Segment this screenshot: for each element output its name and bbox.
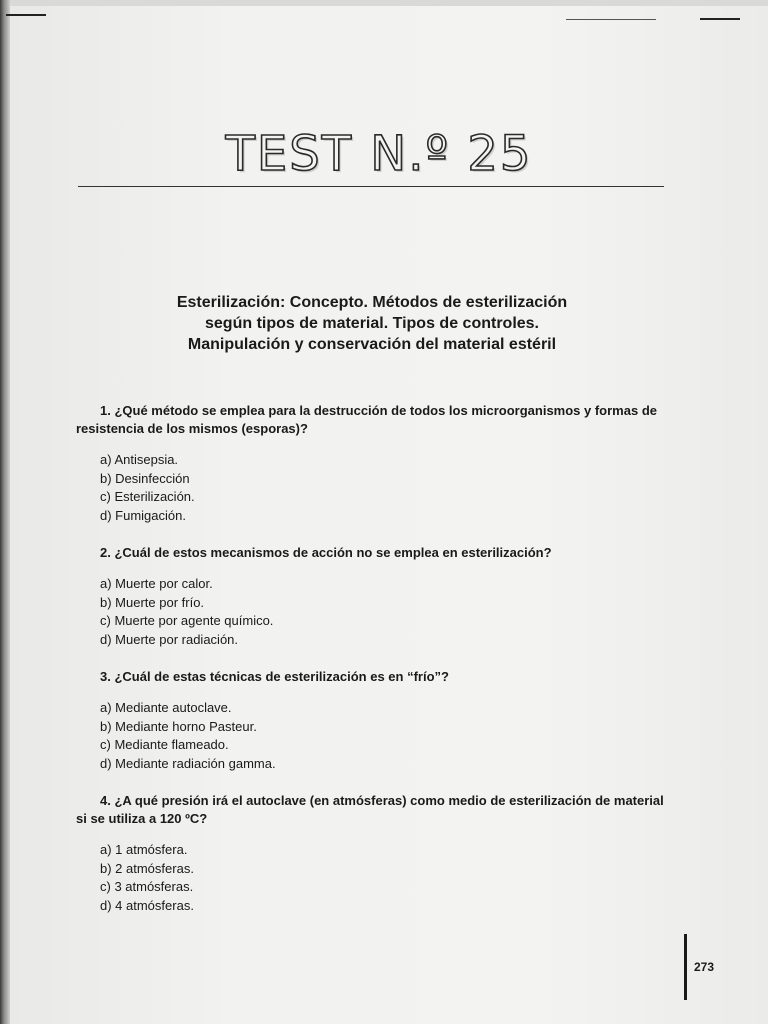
question-text: 3. ¿Cuál de estas técnicas de esterilización es en “frío”? xyxy=(100,669,449,684)
question-text: 1. ¿Qué método se emplea para la destrucción de todos los microorganismos y formas de resistencia de los mismos (esporas)? xyxy=(76,403,657,436)
answer-option-c: c) Esterilización. xyxy=(100,489,195,504)
crop-mark-right xyxy=(700,18,740,20)
test-title: TEST N.º 25 xyxy=(225,126,533,182)
answer-option-a: a) Mediante autoclave. xyxy=(100,700,232,715)
answer-option-b: b) 2 atmósferas. xyxy=(100,860,194,876)
subtitle-line: Esterilización: Concepto. Métodos de esterilización xyxy=(176,294,568,311)
question-4 xyxy=(76,792,668,915)
answer-option-b: b) Desinfección xyxy=(100,470,190,486)
answer-option-d: d) Muerte por radiación. xyxy=(100,631,239,647)
answer-option-c: c) 3 atmósferas. xyxy=(100,879,194,894)
answer-option-d: d) Mediante radiación gamma. xyxy=(100,755,276,771)
question-2 xyxy=(76,544,668,649)
subtitle-line: Manipulación y conservación del material estéril xyxy=(187,336,557,353)
question-1 xyxy=(76,402,668,525)
answer-option-d: d) 4 atmósferas. xyxy=(100,897,194,913)
answer-option-a: a) Muerte por calor. xyxy=(100,576,213,591)
answer-options xyxy=(76,451,668,525)
answer-options xyxy=(76,575,668,649)
title-divider xyxy=(78,186,664,187)
answer-options xyxy=(76,841,668,915)
crop-mark-left xyxy=(6,14,46,16)
answer-option-b: b) Muerte por frío. xyxy=(100,594,205,610)
answer-options xyxy=(76,699,668,773)
answer-option-d: d) Fumigación. xyxy=(100,507,186,523)
section-subtitle xyxy=(80,292,664,355)
answer-option-c: c) Muerte por agente químico. xyxy=(100,613,274,628)
page-number: 273 xyxy=(694,960,715,974)
question-text: 2. ¿Cuál de estos mecanismos de acción no se emplea en esterilización? xyxy=(100,545,552,560)
answer-option-a: a) 1 atmósfera. xyxy=(100,842,188,857)
questions-list xyxy=(76,402,668,915)
question-3 xyxy=(76,668,668,773)
answer-option-b: b) Mediante horno Pasteur. xyxy=(100,718,257,734)
subtitle-line: según tipos de material. Tipos de controles. xyxy=(205,315,539,332)
answer-option-a: a) Antisepsia. xyxy=(100,452,179,467)
page-number-rule xyxy=(684,934,687,1000)
question-text: 4. ¿A qué presión irá el autoclave (en atmósferas) como medio de esterilización de material si se utiliza a 120 ºC? xyxy=(76,793,664,826)
answer-option-c: c) Mediante flameado. xyxy=(100,737,229,752)
crop-mark-right-faint xyxy=(566,19,656,20)
